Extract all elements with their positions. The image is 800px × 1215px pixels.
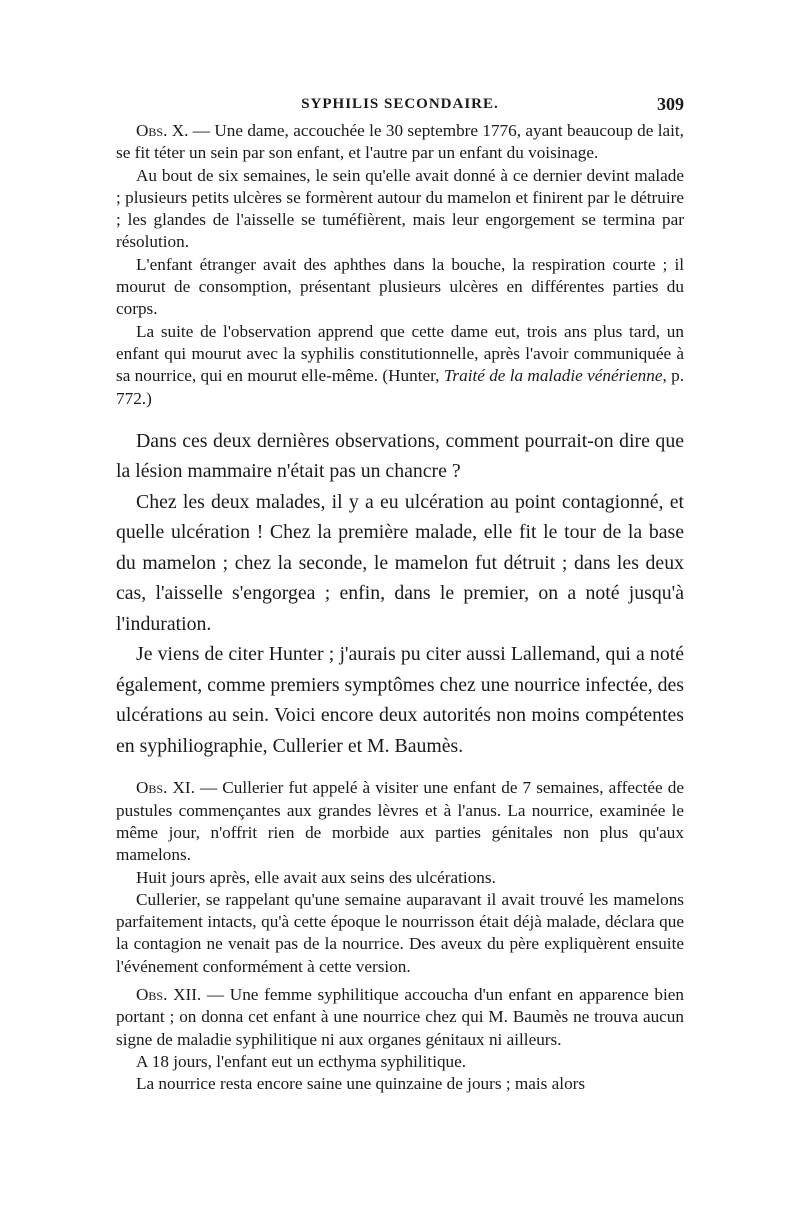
obs-x-paragraph-2: Au bout de six semaines, le sein qu'elle avait donné à ce dernier devint malade ; plusieurs petits ulcères se formèrent autour du mamelon et finirent par le détruire ; les glandes de l'aisselle se tuméfièrent, mais leur engorgement se termina par résolution. [116, 165, 684, 252]
observation-xii [116, 984, 684, 1095]
obs-xii-label: Obs. XII. [136, 985, 202, 1005]
obs-xii-paragraph-1 [116, 984, 684, 1051]
main-paragraph-3: Je viens de citer Hunter ; j'aurais pu citer aussi Lallemand, qui a noté également, comme premiers symptômes chez une nourrice infectée, des ulcérations au sein. Voici encore deux autorités non moins compétentes en syphiliographie, Cullerier et M. Baumès. [116, 643, 684, 757]
obs-x-text-1: — Une dame, accouchée le 30 septembre 1776, ayant beaucoup de lait, se fit téter un sein par son enfant, et l'autre par un enfant du voisinage. [116, 121, 684, 163]
obs-xi-paragraph-3: Cullerier, se rappelant qu'une semaine auparavant il avait trouvé les mamelons parfaitement intacts, qu'à cette époque le nourrisson était déjà malade, déclara que la contagion ne venait pas de la nourrice. Des aveux du père expliquèrent ensuite l'événement conformément à cette version. [116, 889, 684, 976]
obs-x-label: Obs. X. [136, 121, 189, 140]
obs-xi-text-1: — Cullerier fut appelé à visiter une enfant de 7 semaines, affectée de pustules commençantes aux grandes lèvres et à l'anus. La nourrice, examinée le même jour, n'offrit rien de morbide aux parties génitales non plus qu'aux mamelons. [116, 778, 684, 865]
obs-x-paragraph-3: L'enfant étranger avait des aphthes dans la bouche, la respiration courte ; il mourut de consomption, présentant plusieurs ulcères en différentes parties du corps. [116, 254, 684, 319]
main-text [116, 426, 684, 762]
running-title: SYPHILIS SECONDAIRE. [301, 96, 499, 112]
obs-xii-text-1: — Une femme syphilitique accoucha d'un enfant en apparence bien portant ; on donna cet enfant à une nourrice chez qui M. Baumès ne trouva aucun signe de maladie syphilitique ni aux organes génitaux ni ailleurs. [116, 985, 684, 1049]
book-page [116, 92, 684, 1096]
observation-xi [116, 777, 684, 978]
obs-x-citation-title: Traité de la maladie vénérienne [443, 366, 663, 386]
running-head [116, 92, 684, 116]
observation-x [116, 120, 684, 410]
obs-x-paragraph-1 [116, 120, 684, 165]
main-paragraph-1: Dans ces deux dernières observations, comment pourrait-on dire que la lésion mammaire n'était pas un chancre ? [116, 429, 684, 483]
obs-x-paragraph-4 [116, 321, 684, 410]
page-number: 309 [657, 94, 684, 114]
obs-xii-paragraph-3: La nourrice resta encore saine une quinzaine de jours ; mais alors [136, 1074, 586, 1094]
obs-xi-paragraph-1 [116, 777, 684, 866]
obs-xi-label: Obs. XI. [136, 778, 195, 798]
obs-x-text-4: La suite de l'observation apprend que cette dame eut, trois ans plus tard, un enfant qui mourut avec la syphilis constitutionnelle, après l'avoir communiquée à sa nourrice, qui en mourut elle-même. (Hunter, [116, 321, 684, 386]
obs-x-citation-end: , p. 772.) [116, 366, 685, 408]
obs-xi-paragraph-2: Huit jours après, elle avait aux seins des ulcérations. [136, 867, 496, 887]
obs-xii-paragraph-2: A 18 jours, l'enfant eut un ecthyma syphilitique. [136, 1051, 467, 1071]
main-paragraph-2: Chez les deux malades, il y a eu ulcération au point contagionné, et quelle ulcération ! Chez la première malade, elle fit le tour de la base du mamelon ; chez la seconde, le mamelon fut détruit ; dans les deux cas, l'aisselle s'engorgea ; enfin, dans le premier, on a noté jusqu'à l'induration. [116, 490, 684, 635]
